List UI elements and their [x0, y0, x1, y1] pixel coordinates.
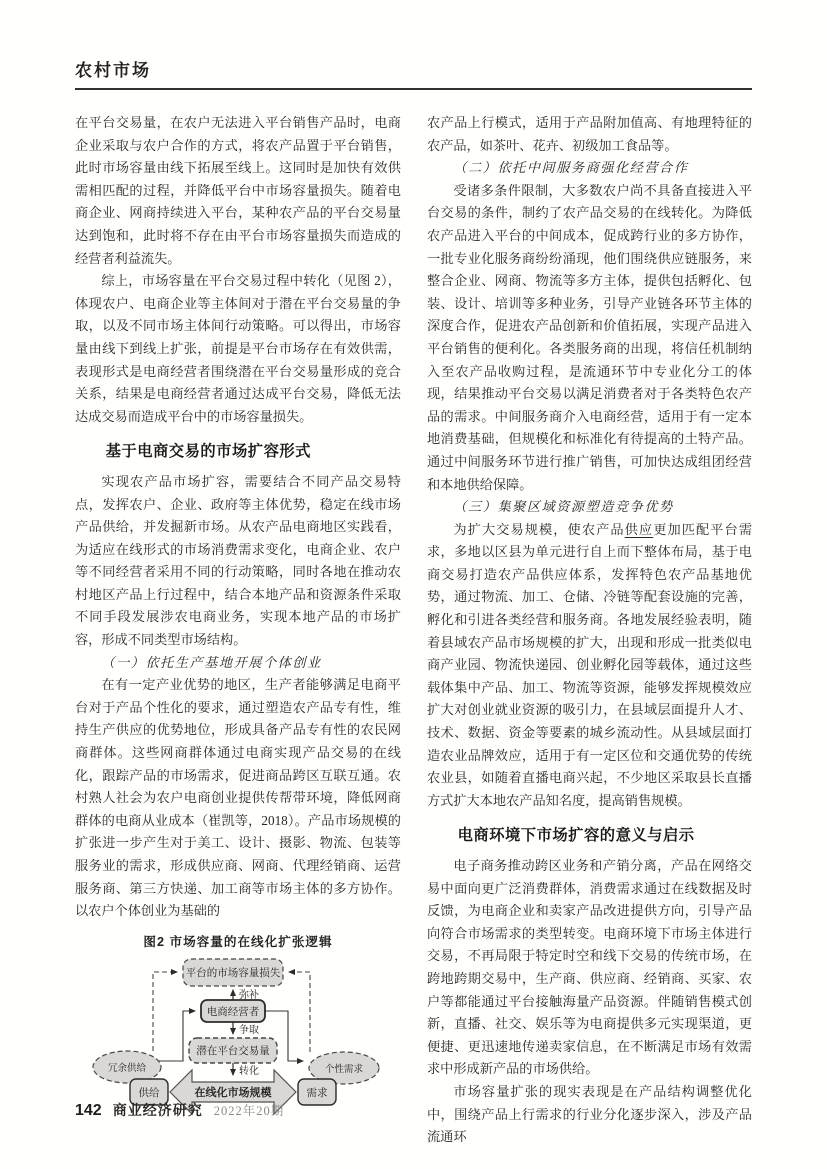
node-personal-demand-label: 个性需求 [324, 1065, 364, 1076]
paragraph: 农产品上行模式，适用于产品附加值高、有地理特征的农产品，如茶叶、花卉、初级加工食品等。 [427, 115, 752, 153]
node-potential-volume-label: 潜在平台交易量 [196, 1046, 270, 1058]
paragraph [427, 519, 752, 813]
footer-page-number: 142 [75, 1102, 102, 1119]
node-platform-loss-label: 平台的市场容量损失 [185, 968, 281, 980]
node-supply-label: 供给 [138, 1088, 160, 1100]
dashed-connector-personal-demand-to-loss [289, 972, 310, 1052]
figure-2 [75, 931, 401, 1129]
paragraph: 在有一定产业优势的地区，生产者能够满足电商平台对于产品个性化的要求，通过塑造农产品专有性，维持生产供应的优势地位，形成具备产品专有性的农民网商群体。这些网商群体通过电商实现产品交易的在线化，跟踪产品的市场需求，促进商品跨区互联互通。农村熟人社会为农户电商创业提供传帮带环境，降低网商群体的电商从业成本（崔凯等，2018）。产品市场规模的扩张进一步产生对于美工、设计、摄影、物流、包装等服务业的需求，形成供应商、网商、代理经销商、运营服务商、第三方快递、加工商等市场主体的多方协作。以农户个体创业为基础的 [75, 677, 401, 919]
figure-caption: 图2 市场容量的在线化扩张逻辑 [143, 934, 333, 949]
column-left [75, 112, 401, 1149]
node-redundant-supply-label: 冗余供给 [107, 1064, 147, 1075]
section-heading: 电商环境下市场扩容的意义与启示 [457, 827, 695, 845]
paragraph: 市场容量扩张的现实表现是在产品结构调整优化中，围绕产品上行需求的行业分化逐步深入，涉及产品流通环 [427, 1083, 752, 1145]
footer-journal-name: 商业经济研究 [112, 1102, 203, 1118]
underlined-word: 供应 [624, 521, 654, 537]
two-column-body [75, 112, 752, 1149]
edge-label-compensate: 弥补 [239, 990, 259, 1002]
subsection-heading: （三）集聚区域资源塑造竞争优势 [453, 499, 674, 515]
page-header [75, 56, 752, 90]
column-right [427, 112, 752, 1149]
paragraph: 实现农产品市场扩容，需要结合不同产品交易特点，发挥农户、企业、政府等主体优势，稳定在线市场产品供给，并发掘新市场。从农产品电商地区实践看，为适应在线形式的市场消费需求变化，电商企业、农户等不同经营者采用不同的行动策略，同时各地在推动农村地区产品上行过程中，结合本地产品和资源条件采取不同手段发展涉农电商业务，实现本地产品的市场扩容，形成不同类型市场结构。 [75, 473, 401, 648]
node-online-scale-label: 在线化市场规模 [194, 1087, 272, 1100]
paragraph: 电子商务推动跨区业务和产销分离，产品在网络交易中面向更广泛消费群体，消费需求通过在线数据及时反馈，为电商企业和卖家产品改进提供方向，引导产品向符合市场需求的类型转变。电商环境下市场主体进行交易，不再局限于特定时空和线下交易的传统市场，在跨地跨期交易中，生产商、供应商、经销商、买家、农户等都能通过平台接触海量产品资源。伴随销售模式创新，直播、社交、娱乐等为电商提供多元实现渠道，更便捷、更迅速地传递卖家信息，在不断满足市场有效需求中形成新产品的市场供给。 [427, 858, 752, 1077]
edge-label-transform: 转化 [239, 1066, 259, 1078]
paragraph-text: 更加匹配平台需求，多地以区县为单元进行自上而下整体布局，基于电商交易打造农产品供应体系，发挥特色农产品基地优势，通过物流、加工、仓储、冷链等配套设施的完善，孵化和引进各类经营和服务商。各地发展经验表明，随着县域农产品市场规模的扩大，出现和形成一批类似电商产业园、物流快递园、创业孵化园等载体，通过这些载体集中产品、加工、物流等资源，能够发挥规模效应扩大对创业就业资源的吸引力，在县域层面提升人才、技术、数据、资金等要素的城乡流动性。从县域层面打造农业品牌效应，适用于有一定区位和交通优势的传统农业县，如随着直播电商兴起，不少地区采取县长直播方式扩大本地农产品知名度，提高销售规模。 [427, 521, 753, 808]
header-rule [75, 88, 752, 90]
node-demand-label: 需求 [306, 1088, 328, 1100]
section-heading: 基于电商交易的市场扩容形式 [105, 443, 311, 461]
node-operator-label: 电商经营者 [206, 1007, 260, 1019]
paragraph: 受诸多条件限制，大多数农户尚不具备直接进入平台交易的条件，制约了农产品交易的在线转化。为降低农产品进入平台的中间成本，促成跨行业的多方协作，一批专业化服务商纷纷涌现，他们围绕供应链服务，来整合企业、网商、物流等多方主体，提供包括孵化、包装、设计、培训等多种业务，引导产业链各环节主体的深度合作，促进农产品创新和价值拓展，实现产品进入平台销售的便利化。各类服务商的出现，将信任机制纳入至农产品收购过程，是流通环节中专业化分工的体现，结果推动平台交易以满足消费者对于各类特色农产品的需求。中间服务商介入电商经营，适用于有一定本地消费基础，但规模化和标准化有待提高的土特产品。通过中间服务环节进行推广销售，可加快达成组团经营和本地供给保障。 [427, 182, 752, 492]
edge-label-strive: 争取 [239, 1025, 259, 1037]
page-footer [75, 1100, 284, 1120]
footer-issue: 2022年20期 [213, 1104, 285, 1118]
paragraph: 在平台交易量，在农户无法进入平台销售产品时，电商企业采取与农户合作的方式，将农产品置于平台销售，此时市场容量由线下拓展至线上。这同时是加快有效供需相匹配的过程，并降低平台中市场容量损失。随着电商企业、网商持续进入平台，某种农产品的平台交易量达到饱和，此时将不存在由平台市场容量损失而造成的经营者利益流失。 [75, 115, 401, 266]
subsection-heading: （一）依托生产基地开展个体创业 [101, 654, 322, 670]
paragraph: 综上，市场容量在平台交易过程中转化（见图 2），体现农户、电商企业等主体间对于潜在平台交易量的争取，以及不同市场主体间行动策略。可以得出，市场容量由线下到线上扩张，前提是平台市场存在有效供需，表现形式是电商经营者围绕潜在平台交易量形成的竞合关系，结果是电商经营者通过达成平台交易，降低无法达成交易而造成平台中的市场容量损失。 [75, 273, 401, 424]
paragraph-text: 为扩大交易规模，使农产品 [453, 521, 625, 537]
header-section-label: 农村市场 [75, 61, 151, 80]
subsection-heading: （二）依托中间服务商强化经营合作 [453, 160, 689, 176]
dashed-connector-redundant-supply-to-loss [153, 972, 177, 1051]
